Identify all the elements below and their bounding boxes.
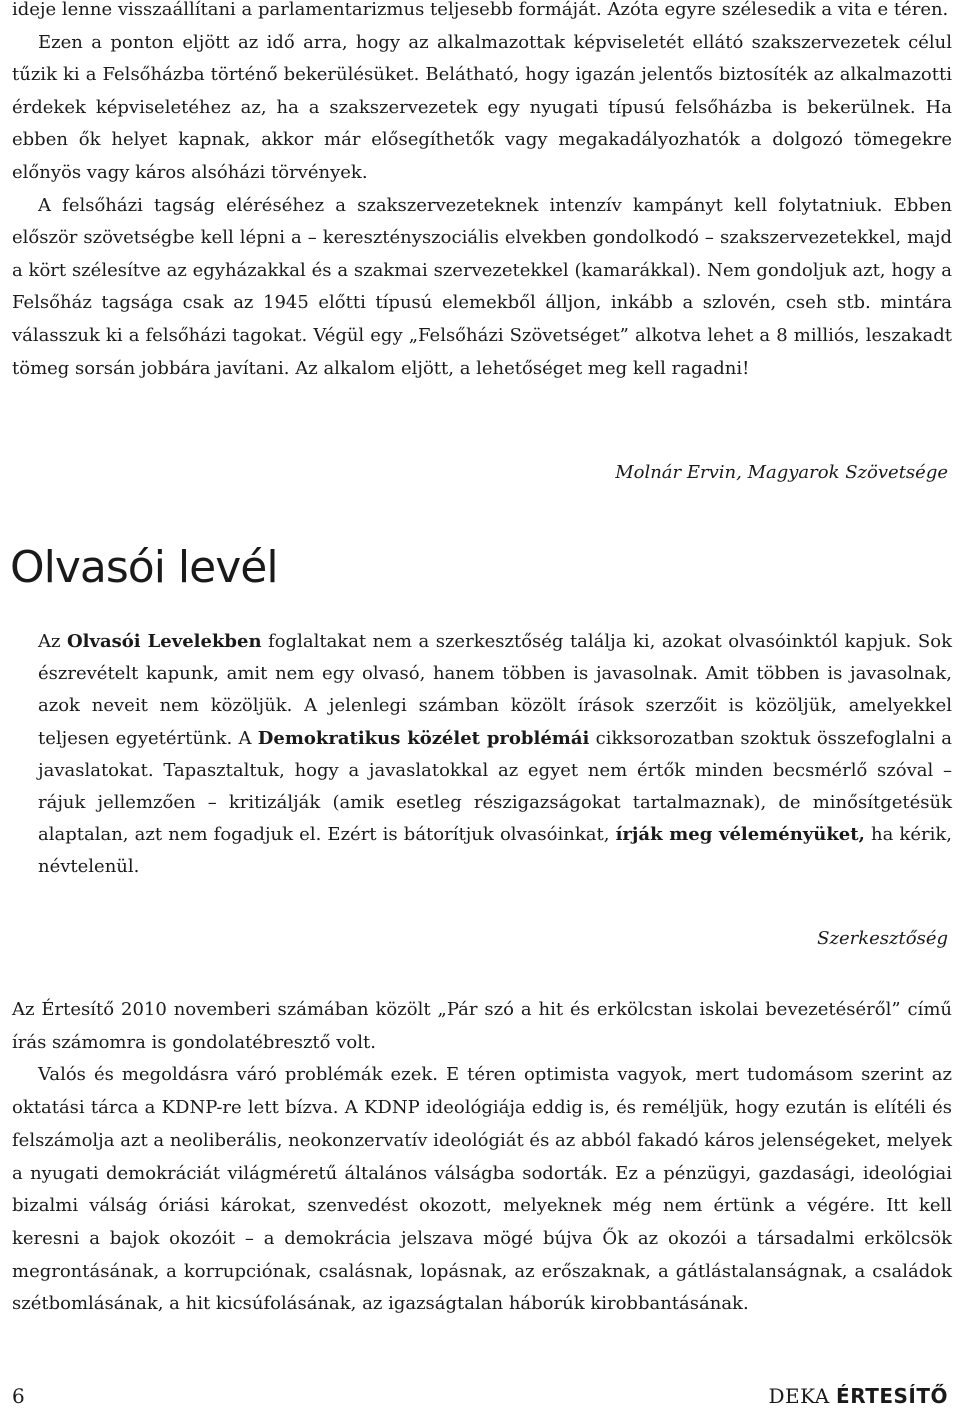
editorial-bold-text: írják meg véleményüket, (615, 824, 865, 846)
article-paragraph: A felsőházi tagság eléréséhez a szakszervezeteknek intenzív kampányt kell folytatniuk. Ebben először szövetségbe kell lépni a – keresztényszociális elvekben gondolkodó – szakszervezetekkel, majd a kört szélesítve az egyházakkal és a szakmai szervezetekkel (kamarákkal). Nem gondoljuk azt, hogy a Felsőház tagsága csak az 1945 előtti típusú elemekből álljon, inkább a szlovén, cseh stb. mintára válasszuk ki a felsőházi tagokat. Végül egy „Felsőházi Szövetséget” alkotva lehet a 8 milliós, leszakadt tömeg sorsán jobbára javítani. Az alkalom eljött, a lehetőséget meg kell ragadni! (12, 194, 952, 379)
editorial-note (38, 626, 952, 884)
editorial-bold-text: Demokratikus közélet problémái (257, 727, 590, 749)
article-paragraph: Ezen a ponton eljött az idő arra, hogy az alkalmazottak képviseletét ellátó szakszervezetek célul tűzik ki a Felsőházba történő bekerülésüket. Belátható, hogy igazán jelentős biztosíték az alkalmazotti érdekek képviseletéhez az, ha a szakszervezetek egy nyugati típusú felsőházba is bekerülnek. Ha ebben ők helyet kapnak, akkor már elősegíthetők vagy megakadályozhatók a dolgozó tömegekre előnyös vagy káros alsóházi törvények. (12, 31, 952, 183)
publication-logo (768, 1384, 948, 1408)
page-number: 6 (12, 1384, 25, 1408)
letter-paragraph: Valós és megoldásra váró problémák ezek. E téren optimista vagyok, mert tudomásom szerint az oktatási tárca a KDNP-re lett bízva. A KDNP ideológiája eddig is, és reméljük, hogy ezután is elítéli és felszámolja azt a neoliberális, neokonzervatív ideológiát és az abból fakadó káros jelenségeket, melyek a nyugati demokráciát világméretű általános válságba sodorták. Ez a pénzügyi, gazdasági, ideológiai bizalmi válság óriási károkat, szenvedést okozott, melyeknek még nem értünk a végére. Itt kell keresni a bajok okozóit – a demokrácia jelszava mögé bújva Ők az okozói a társadalmi erkölcsök megrontásának, a korrupciónak, csalásnak, lopásnak, az erőszaknak, a gátlástalanságnak, a családok szétbomlásának, a hit kicsúfolásának, az igazságtalan háborúk kirobbantásának. (12, 1064, 952, 1315)
editorial-signature: Szerkesztőség (817, 928, 948, 949)
reader-letter (12, 994, 952, 1321)
editorial-bold-text: Olvasói Levelekben (66, 631, 262, 652)
article-paragraph: ideje lenne visszaállítani a parlamentarizmus teljesebb formáját. Azóta egyre szélesedik a vita e téren. (12, 0, 949, 20)
editorial-text: cikksorozatban szoktuk összefoglalni a javaslatokat. Tapasztaltuk, hogy a javaslatokkal az egyet nem értők minden becsmérlő szóval – rájuk jellemzően – kritizálják (amik esetleg részigazságokat tartalmaznak), de minősítgetésük alaptalan, azt nem fogadjuk el. Ezért is bátorítjuk olvasóinkat, (38, 727, 952, 846)
section-heading: Olvasói levél (10, 542, 278, 593)
article-signature: Molnár Ervin, Magyarok Szövetsége (615, 462, 948, 483)
editorial-text: Az (38, 631, 67, 652)
editorial-text: ha kérik, névtelenül. (38, 824, 952, 878)
page-footer (0, 1380, 960, 1420)
letter-paragraph: Az Értesítő 2010 novemberi számában közölt „Pár szó a hit és erkölcstan iskolai bevezetéséről” című írás számomra is gondolatébresztő volt. (12, 999, 952, 1053)
article-continuation (12, 0, 952, 385)
editorial-paragraph (38, 626, 952, 884)
editorial-text: foglaltakat nem a szerkesztőség találja ki, azokat olvasóinktól kapjuk. Sok észrevételt kapunk, amit nem egy olvasó, hanem többen is javasolnak. Amit többen is javasolnak, azok neveit nem közöljük. A jelenlegi számban közölt írások szerzőit is közöljük, amelyekkel teljesen egyetértünk. A (38, 631, 952, 749)
brand-prefix: DEKA (768, 1384, 830, 1408)
brand-name: ÉRTESÍTŐ (836, 1384, 948, 1408)
